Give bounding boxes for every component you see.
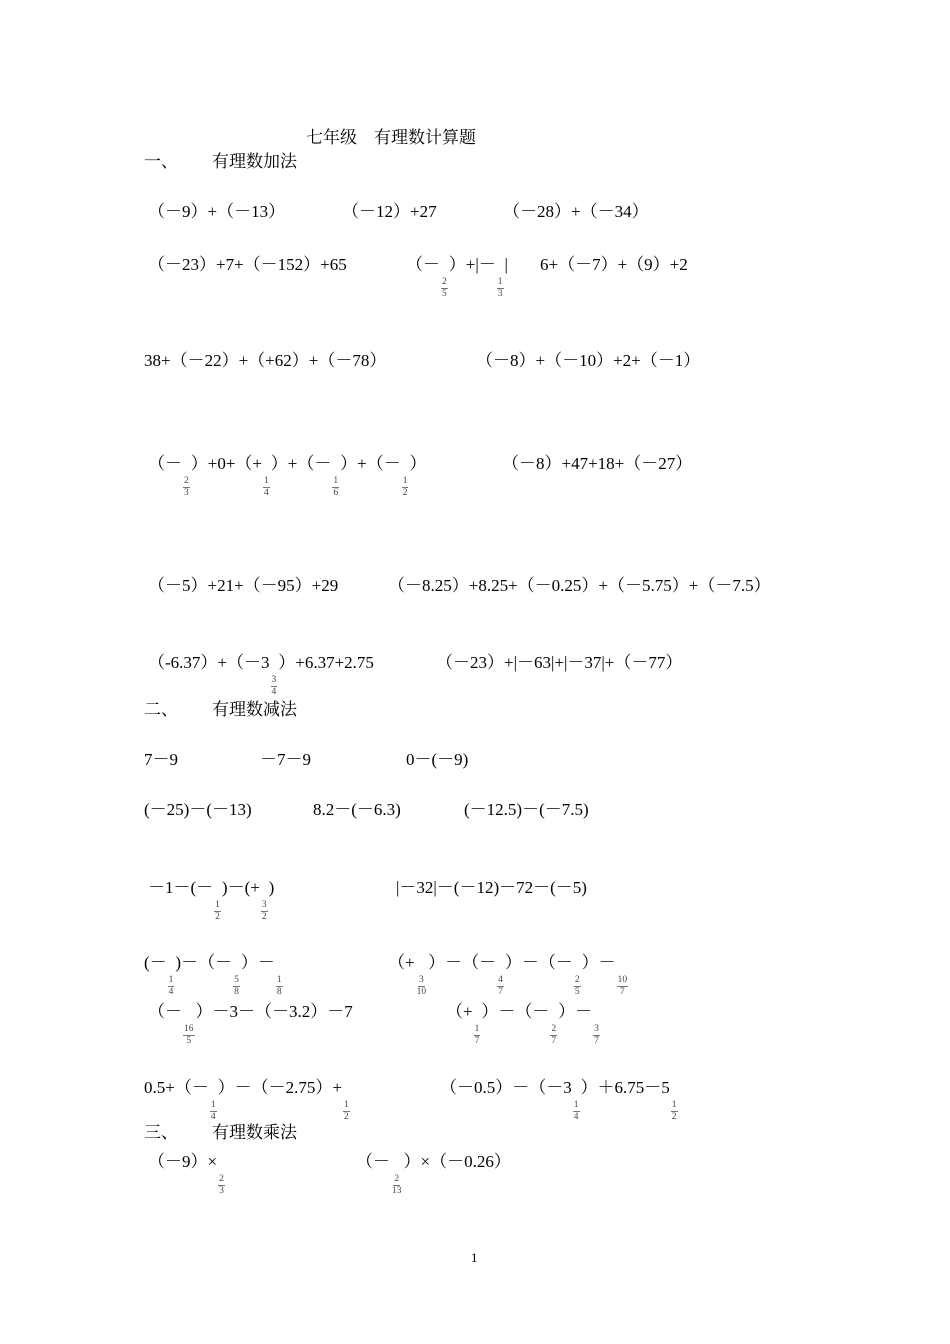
fraction: $\frac{2}{3}$ [184, 476, 189, 498]
fraction: $\frac{1}{2}$ [402, 476, 408, 498]
fraction: $\frac{1}{4}$ [264, 476, 269, 498]
section-number: 三、 [144, 1123, 178, 1142]
section-number: 一、 [144, 152, 178, 171]
fraction: $\frac{1}{4}$ [168, 975, 174, 997]
section-number: 二、 [144, 700, 178, 719]
problem: （－8.25）+8.25+（－0.25）+（－5.75）+（－7.5） [388, 576, 771, 595]
section-heading [144, 152, 178, 172]
fraction: $\frac{1}{2}$ [215, 900, 220, 922]
fraction: $\frac{2}{13}$ [392, 1174, 402, 1196]
problem: （－ $\frac{2}{5}$ ）+|－ $\frac{1}{3}$ | [406, 255, 508, 299]
section-title: 有理数加法 [212, 152, 297, 171]
fraction: $\frac{5}{8}$ [234, 975, 239, 997]
problem: （－8）+47+18+（－27） [502, 454, 693, 473]
fraction: $\frac{1}{2}$ [671, 1100, 677, 1122]
fraction: $\frac{3}{4}$ [271, 675, 277, 697]
problem: （－ $\frac{16}{5}$ ）－3－（－3.2）－7 [148, 1002, 353, 1046]
fraction: $\frac{2}{7}$ [551, 1024, 557, 1046]
fraction: $\frac{1}{4}$ [573, 1100, 579, 1122]
problem: （－9）+（－13） [148, 202, 286, 221]
problem: （－9）× $\frac{2}{3}$ [148, 1152, 224, 1196]
problem: (－25)－(－13) [144, 800, 252, 819]
fraction: $\frac{2}{5}$ [442, 277, 447, 299]
problem: |－32|－(－12)－72－(－5) [396, 878, 587, 897]
fraction: $\frac{1}{6}$ [333, 476, 339, 498]
problem: 0－(－9) [406, 750, 469, 769]
fraction: $\frac{16}{5}$ [184, 1024, 194, 1046]
fraction: $\frac{1}{4}$ [210, 1100, 216, 1122]
problem: （-6.37）+（－3 $\frac{3}{4}$ ）+6.37+2.75 [148, 653, 374, 697]
problem: （+ $\frac{3}{10}$ ）－（－ $\frac{4}{7}$ ）－（－ $\frac{2}{5}$ ）－ $\frac{10}{7}$ [388, 953, 628, 997]
problem: －1－(－ $\frac{1}{2}$ )－(+ $\frac{3}{2}$ ) [148, 878, 275, 922]
fraction: $\frac{2}{5}$ [574, 975, 580, 997]
problem: （－5）+21+（－95）+29 [148, 576, 339, 595]
fraction: $\frac{3}{7}$ [594, 1024, 599, 1046]
problem: －7－9 [260, 750, 311, 769]
problem: 6+（－7）+（9）+2 [540, 255, 688, 274]
problem: (－ $\frac{1}{4}$ )－（－ $\frac{5}{8}$ ）－ $\frac{1}{8}$ [144, 953, 282, 997]
problem: （－ $\frac{2}{13}$ ）×（－0.26） [356, 1152, 511, 1196]
fraction: $\frac{10}{7}$ [617, 975, 628, 997]
problem: （－0.5）－（－3 $\frac{1}{4}$ ）＋6.75－5 $\frac{1}{2}$ [440, 1078, 677, 1122]
page-number: 1 [471, 1250, 478, 1265]
problem: 38+（－22）+（+62）+（－78） [144, 351, 387, 370]
problem: 8.2－(－6.3) [313, 800, 401, 819]
problem: （－8）+（－10）+2+（－1） [476, 351, 701, 370]
fraction: $\frac{1}{8}$ [276, 975, 282, 997]
fraction: $\frac{2}{3}$ [219, 1174, 224, 1196]
section-title: 有理数减法 [212, 700, 297, 719]
problem: （+ $\frac{1}{7}$ ）－（－ $\frac{2}{7}$ ）－ $\frac{3}{7}$ [446, 1002, 599, 1046]
fraction: $\frac{4}{7}$ [498, 975, 503, 997]
problem: （－23）+|－63|+|－37|+（－77） [436, 653, 683, 672]
problem: （－12）+27 [342, 202, 437, 221]
problem: (－12.5)－(－7.5) [464, 800, 589, 819]
problem: （－28）+（－34） [503, 202, 649, 221]
fraction: $\frac{1}{2}$ [343, 1100, 349, 1122]
problem: （－ $\frac{2}{3}$ ）+0+（+ $\frac{1}{4}$ ）+（－ $\frac{1}{6}$ ）+（－ $\frac{1}{2}$ ） [148, 454, 427, 498]
problem: 7－9 [144, 750, 178, 769]
fraction: $\frac{3}{2}$ [261, 900, 267, 922]
fraction: $\frac{1}{3}$ [497, 277, 503, 299]
fraction: $\frac{1}{7}$ [474, 1024, 480, 1046]
problem: 0.5+（－ $\frac{1}{4}$ ）－（－2.75）+ $\frac{1}{2}$ [144, 1078, 349, 1122]
section-title: 有理数乘法 [212, 1123, 297, 1142]
page-title: 七年级 有理数计算题 [306, 128, 476, 147]
fraction: $\frac{3}{10}$ [416, 975, 427, 997]
problem: （－23）+7+（－152）+65 [148, 255, 347, 274]
